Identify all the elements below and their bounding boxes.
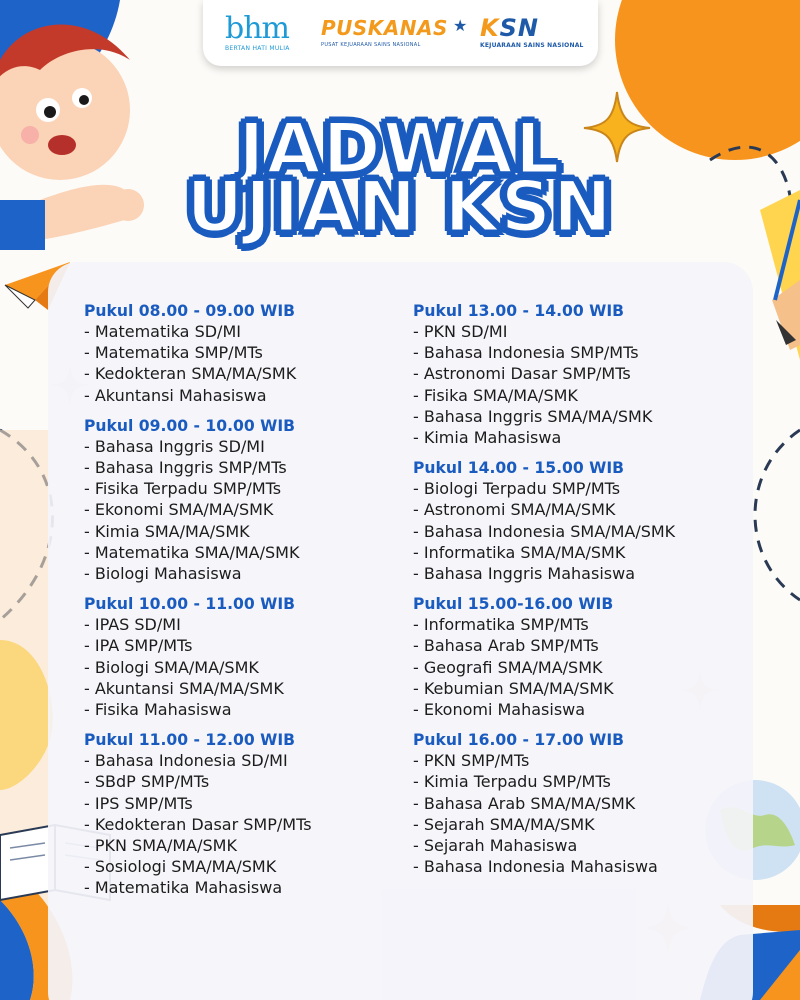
subject-item: - Informatika SMA/MA/SMK xyxy=(413,542,626,562)
subject-item: - Sejarah SMA/MA/SMK xyxy=(413,814,595,834)
subject-item: - SBdP SMP/MTs xyxy=(84,772,210,792)
subject-item: - Bahasa Indonesia Mahasiswa xyxy=(413,857,658,877)
subject-item: - Bahasa Indonesia SD/MI xyxy=(84,751,288,771)
bhm-logo xyxy=(225,11,290,52)
subject-item: - PKN SMA/MA/SMK xyxy=(84,836,237,856)
schedule-time-heading: Pukul 13.00 - 14.00 WIB xyxy=(413,302,625,320)
schedule-column-left xyxy=(84,301,312,909)
subject-item: - Matematika SMP/MTs xyxy=(84,343,263,363)
subject-item: - Kimia Terpadu SMP/MTs xyxy=(413,772,611,792)
subject-item: - Matematika Mahasiswa xyxy=(84,878,283,898)
subject-item: - IPAS SD/MI xyxy=(84,615,181,635)
schedule-time-heading: Pukul 10.00 - 11.00 WIB xyxy=(84,595,296,614)
subject-item: - PKN SD/MI xyxy=(413,322,508,341)
schedule-group xyxy=(84,301,312,406)
subject-item: - Ekonomi Mahasiswa xyxy=(413,700,586,720)
subject-item: - Bahasa Inggris SD/MI xyxy=(84,436,265,456)
subject-item: - Fisika SMA/MA/SMK xyxy=(413,385,578,405)
schedule-group xyxy=(413,301,675,448)
subject-item: - Kedokteran Dasar SMP/MTs xyxy=(84,814,312,834)
subject-item: - Matematika SMA/MA/SMK xyxy=(84,542,300,562)
schedule-time-heading: Pukul 15.00-16.00 WIB xyxy=(413,595,614,614)
star-icon: ★ xyxy=(453,16,468,35)
schedule-group xyxy=(413,458,675,584)
subject-item: - Bahasa Arab SMP/MTs xyxy=(413,636,599,656)
puskanas-logo xyxy=(321,14,468,48)
puskanas-logo-tagline: PUSAT KEJUARAAN SAINS NASIONAL xyxy=(321,42,421,48)
puskanas-logo-text: PUSKANAS xyxy=(321,16,448,40)
schedule-group xyxy=(84,730,312,898)
ksn-logo-text: KSN xyxy=(480,14,539,42)
schedule-group xyxy=(84,594,312,720)
subject-item: - Bahasa Indonesia SMA/MA/SMK xyxy=(413,521,676,541)
schedule-group xyxy=(413,594,675,720)
subject-item: - Ekonomi SMA/MA/SMK xyxy=(84,500,274,520)
schedule-column-right xyxy=(413,301,675,887)
schedule-time-heading: Pukul 11.00 - 12.00 WIB xyxy=(84,731,296,750)
subject-item: - Kedokteran SMA/MA/SMK xyxy=(84,364,297,384)
title-line-1: JADWAL xyxy=(238,108,562,190)
subject-item: - Geografi SMA/MA/SMK xyxy=(413,657,603,677)
subject-item: - Informatika SMP/MTs xyxy=(413,615,589,635)
subject-item: - Bahasa Inggris SMA/MA/SMK xyxy=(413,406,653,426)
schedule-group xyxy=(84,416,312,584)
schedule-time-heading: Pukul 08.00 - 09.00 WIB xyxy=(84,302,296,320)
subject-item: - Kimia Mahasiswa xyxy=(413,428,562,448)
subject-item: - Bahasa Inggris Mahasiswa xyxy=(413,564,635,584)
subject-item: - Astronomi SMA/MA/SMK xyxy=(413,500,616,520)
schedule-time-heading: Pukul 14.00 - 15.00 WIB xyxy=(413,459,625,478)
subject-item: - Akuntansi SMA/MA/SMK xyxy=(84,678,284,698)
schedule-group xyxy=(413,730,675,877)
bhm-logo-tagline: BERTAN HATI MULIA xyxy=(225,45,290,52)
subject-item: - Kimia SMA/MA/SMK xyxy=(84,521,250,541)
schedule-time-heading: Pukul 16.00 - 17.00 WIB xyxy=(413,731,625,750)
logo-bar xyxy=(203,0,598,66)
subject-item: - Sosiologi SMA/MA/SMK xyxy=(84,857,277,877)
bhm-logo-text: bhm xyxy=(225,11,289,46)
subject-item: - Akuntansi Mahasiswa xyxy=(84,385,267,405)
subject-item: - Bahasa Indonesia SMP/MTs xyxy=(413,343,639,363)
subject-item: - Astronomi Dasar SMP/MTs xyxy=(413,364,631,384)
subject-item: - Bahasa Inggris SMP/MTs xyxy=(84,458,287,478)
subject-item: - Bahasa Arab SMA/MA/SMK xyxy=(413,793,636,813)
subject-item: - PKN SMP/MTs xyxy=(413,751,530,771)
subject-item: - Sejarah Mahasiswa xyxy=(413,836,578,856)
title-line-2: UJIAN KSN xyxy=(186,166,614,248)
subject-item: - Fisika Mahasiswa xyxy=(84,700,232,720)
dashed-curve-right-lower xyxy=(755,430,800,600)
subject-item: - Biologi Terpadu SMP/MTs xyxy=(413,479,621,499)
subject-item: - IPS SMP/MTs xyxy=(84,793,193,813)
subject-item: - Biologi Mahasiswa xyxy=(84,564,242,584)
subject-item: - Matematika SD/MI xyxy=(84,322,241,341)
schedule-time-heading: Pukul 09.00 - 10.00 WIB xyxy=(84,416,296,435)
subject-item: - Biologi SMA/MA/SMK xyxy=(84,657,259,677)
subject-item: - Fisika Terpadu SMP/MTs xyxy=(84,479,282,499)
subject-item: - IPA SMP/MTs xyxy=(84,636,193,656)
ksn-logo-tagline: KEJUARAAN SAINS NASIONAL xyxy=(480,42,584,49)
subject-item: - Kebumian SMA/MA/SMK xyxy=(413,678,614,698)
ksn-logo xyxy=(480,14,584,49)
